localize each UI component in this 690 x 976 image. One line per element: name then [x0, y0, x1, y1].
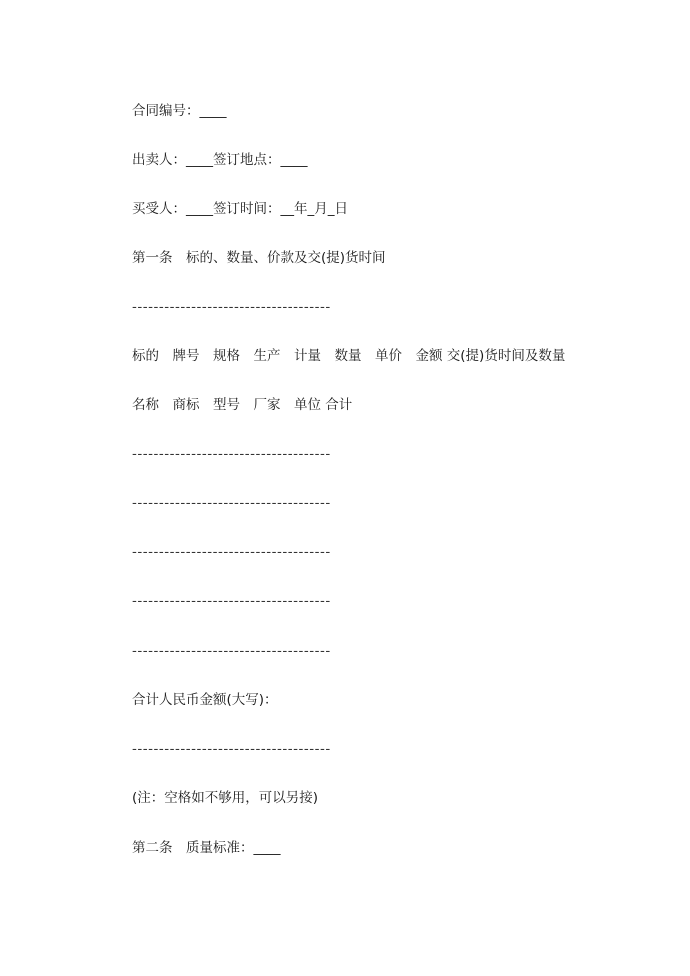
- dashed-separator: -------------------------------------: [132, 446, 331, 462]
- dashed-separator: -------------------------------------: [132, 544, 331, 560]
- total-amount-line: 合计人民币金额(大写)：: [132, 692, 278, 708]
- seller-line: 出卖人：____签订地点：____: [132, 152, 308, 168]
- dashed-separator: -------------------------------------: [132, 741, 331, 757]
- contract-number-line: 合同编号：____: [132, 103, 227, 119]
- dashed-separator: -------------------------------------: [132, 643, 331, 659]
- buyer-line: 买受人：____签订时间：__年_月_日: [132, 201, 348, 217]
- table-header-row-2: 名称 商标 型号 厂家 单位 合计: [132, 397, 353, 413]
- dashed-separator: -------------------------------------: [132, 495, 331, 511]
- note-line: (注：空格如不够用，可以另接): [132, 790, 319, 806]
- article-two-heading: 第二条 质量标准：____: [132, 840, 281, 856]
- table-header-row-1: 标的 牌号 规格 生产 计量 数量 单价 金额 交(提)货时间及数量: [132, 348, 566, 364]
- dashed-separator: -------------------------------------: [132, 299, 331, 315]
- article-one-heading: 第一条 标的、数量、价款及交(提)货时间: [132, 250, 386, 266]
- dashed-separator: -------------------------------------: [132, 593, 331, 609]
